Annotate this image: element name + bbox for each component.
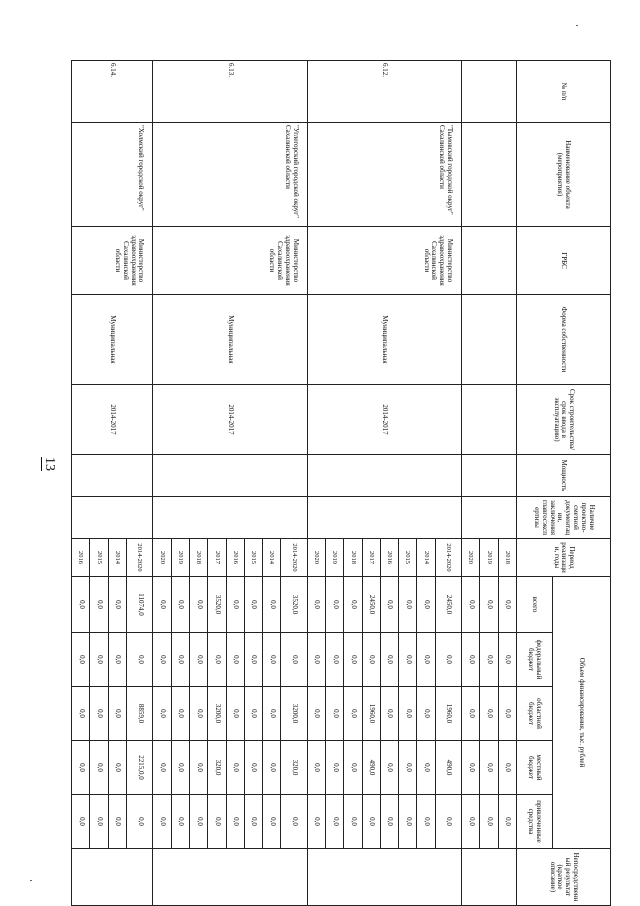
amount-other: 0,0 [90,795,108,849]
amount-federal: 0,0 [326,633,344,687]
amount-regional: 3200,0 [281,687,307,741]
header-name: Наименование объекта (мероприятия) [517,123,611,227]
amount-local: 490,0 [362,741,380,795]
amount-total: 0,0 [417,577,435,633]
amount-regional: 0,0 [171,687,189,741]
amount-other: 0,0 [263,795,281,849]
scan-speck [30,880,32,881]
amount-total: 0,0 [326,577,344,633]
amount-other: 0,0 [362,795,380,849]
period-year: 2017 [208,539,226,577]
amount-federal: 0,0 [263,633,281,687]
header-result: Непосредственный результат (краткое описание) [517,849,611,906]
object-name: "Углегорский городской округ" Сахалинской области [153,123,307,227]
period-year: 2014 [417,539,435,577]
amount-local: 0,0 [307,741,325,795]
item-number: 6.13. [153,61,307,123]
amount-total: 0,0 [480,577,498,633]
capacity [153,455,307,497]
amount-local: 2215,0,0 [127,741,153,795]
amount-local: 0,0 [344,741,362,795]
header-ownership: Форма собственности [517,295,611,385]
cont-term [462,385,517,455]
cont-result [462,849,517,906]
amount-federal: 0,0 [344,633,362,687]
amount-federal: 0,0 [127,633,153,687]
amount-other: 0,0 [244,795,262,849]
grbs-name: Министерство здравоохранения Сахалинской области [153,227,307,295]
amount-total: 0,0 [72,577,90,633]
amount-total: 0,0 [263,577,281,633]
table-row [435,61,461,906]
period-year: 2019 [480,539,498,577]
amount-total: 0,0 [344,577,362,633]
amount-federal: 0,0 [435,633,461,687]
amount-other: 0,0 [208,795,226,849]
amount-regional: 0,0 [344,687,362,741]
amount-other: 0,0 [498,795,516,849]
amount-total: 0,0 [399,577,417,633]
period-year: 2015 [90,539,108,577]
amount-regional: 0,0 [153,687,171,741]
amount-total: 0,0 [307,577,325,633]
header-no: № п/п [517,61,611,123]
period-year: 2020 [307,539,325,577]
capacity [72,455,153,497]
amount-federal: 0,0 [307,633,325,687]
amount-other: 0,0 [380,795,398,849]
amount-other: 0,0 [226,795,244,849]
amount-local: 0,0 [90,741,108,795]
amount-federal: 0,0 [380,633,398,687]
amount-regional: 0,0 [498,687,516,741]
cont-no [462,61,517,123]
amount-regional: 8859,0 [127,687,153,741]
amount-other: 0,0 [344,795,362,849]
object-name: "Тымовский городской округ" Сахалинской области [307,123,461,227]
period-year: 2014 [263,539,281,577]
period-year: 2017 [362,539,380,577]
amount-other: 0,0 [326,795,344,849]
direct-result [72,849,153,906]
amount-regional: 1960,0 [435,687,461,741]
amount-federal: 0,0 [480,633,498,687]
table-row [281,61,307,906]
amount-local: 0,0 [380,741,398,795]
amount-other: 0,0 [480,795,498,849]
amount-regional: 0,0 [462,687,480,741]
psd-availability [307,497,461,539]
amount-local: 0,0 [326,741,344,795]
amount-other: 0,0 [127,795,153,849]
psd-availability [72,497,153,539]
amount-regional: 0,0 [263,687,281,741]
construction-term: 2014-2017 [307,385,461,455]
period-year: 2018 [189,539,207,577]
amount-federal: 0,0 [417,633,435,687]
construction-term: 2014-2017 [72,385,153,455]
table-row [498,61,516,906]
amount-total: 0,0 [226,577,244,633]
header-total: всего [517,577,553,633]
amount-other: 0,0 [153,795,171,849]
amount-other: 0,0 [462,795,480,849]
cont-name [462,123,517,227]
cont-grbs [462,227,517,295]
amount-other: 0,0 [72,795,90,849]
amount-other: 0,0 [108,795,126,849]
amount-total: 2450,0 [362,577,380,633]
amount-regional: 0,0 [226,687,244,741]
period-year: 2014-2020 [435,539,461,577]
amount-federal: 0,0 [171,633,189,687]
object-name: "Холмский городской округ" [72,123,153,227]
header-other: привлеченные средства [517,795,553,849]
header-grbs: ГРБС [517,227,611,295]
amount-total: 3520,0 [281,577,307,633]
amount-other: 0,0 [281,795,307,849]
amount-local: 0,0 [244,741,262,795]
construction-term: 2014-2017 [153,385,307,455]
amount-federal: 0,0 [226,633,244,687]
header-term: Срок строительства/срок ввода в эксплуатацию) [517,385,611,455]
amount-total: 0,0 [498,577,516,633]
amount-federal: 0,0 [208,633,226,687]
amount-other: 0,0 [399,795,417,849]
amount-regional: 0,0 [417,687,435,741]
amount-other: 0,0 [435,795,461,849]
amount-local: 490,0 [435,741,461,795]
period-year: 2014-2020 [281,539,307,577]
amount-local: 320,0 [208,741,226,795]
amount-local: 0,0 [153,741,171,795]
amount-total: 0,0 [380,577,398,633]
amount-local: 0,0 [171,741,189,795]
table-row [127,61,153,906]
amount-local: 0,0 [72,741,90,795]
rotated-document [71,60,611,905]
cont-capacity [462,455,517,497]
period-year: 2014 [108,539,126,577]
amount-regional: 0,0 [189,687,207,741]
amount-total: 11074,0 [127,577,153,633]
amount-federal: 0,0 [90,633,108,687]
header-regional: областной бюджет [517,687,553,741]
header-federal: федеральный бюджет [517,633,553,687]
header-psd: Наличие проектно-сметной документации, заключения главгосэкспертизы [517,497,611,539]
period-year: 2019 [171,539,189,577]
amount-federal: 0,0 [153,633,171,687]
amount-regional: 0,0 [399,687,417,741]
amount-local: 0,0 [189,741,207,795]
amount-total: 2450,0 [435,577,461,633]
amount-regional: 0,0 [72,687,90,741]
period-year: 2020 [462,539,480,577]
amount-regional: 0,0 [307,687,325,741]
amount-local: 0,0 [498,741,516,795]
amount-other: 0,0 [189,795,207,849]
amount-federal: 0,0 [498,633,516,687]
header-capacity: Мощность [517,455,611,497]
amount-total: 0,0 [189,577,207,633]
period-year: 2015 [244,539,262,577]
amount-other: 0,0 [171,795,189,849]
amount-federal: 0,0 [108,633,126,687]
amount-total: 0,0 [108,577,126,633]
amount-local: 0,0 [399,741,417,795]
amount-federal: 0,0 [462,633,480,687]
amount-federal: 0,0 [362,633,380,687]
header-funding: Объем финансирования, тыс. рублей [553,577,611,849]
amount-local: 320,0 [281,741,307,795]
item-number: 6.14. [72,61,153,123]
amount-local: 0,0 [480,741,498,795]
amount-regional: 3200,0 [208,687,226,741]
amount-federal: 0,0 [399,633,417,687]
psd-availability [153,497,307,539]
amount-federal: 0,0 [189,633,207,687]
amount-regional: 0,0 [380,687,398,741]
capacity [307,455,461,497]
amount-total: 0,0 [462,577,480,633]
amount-regional: 0,0 [480,687,498,741]
cont-psd [462,497,517,539]
header-local: местный бюджет [517,741,553,795]
ownership-form: Муниципальная [153,295,307,385]
amount-total: 0,0 [90,577,108,633]
funding-table [71,60,611,906]
scan-speck [576,25,578,26]
cont-ownership [462,295,517,385]
amount-other: 0,0 [307,795,325,849]
amount-total: 3520,0 [208,577,226,633]
amount-regional: 0,0 [244,687,262,741]
amount-federal: 0,0 [244,633,262,687]
amount-federal: 0,0 [72,633,90,687]
period-year: 2016 [226,539,244,577]
amount-local: 0,0 [462,741,480,795]
amount-local: 0,0 [417,741,435,795]
amount-regional: 0,0 [90,687,108,741]
period-year: 2018 [498,539,516,577]
amount-regional: 0,0 [108,687,126,741]
amount-local: 0,0 [226,741,244,795]
grbs-name: Министерство здравоохранения Сахалинской области [307,227,461,295]
period-year: 2018 [344,539,362,577]
amount-total: 0,0 [153,577,171,633]
period-year: 2016 [72,539,90,577]
amount-total: 0,0 [171,577,189,633]
page-number: 13 [42,457,57,471]
amount-total: 0,0 [244,577,262,633]
direct-result [307,849,461,906]
ownership-form: Муниципальная [72,295,153,385]
item-number: 6.12. [307,61,461,123]
ownership-form: Муниципальная [307,295,461,385]
period-year: 2019 [326,539,344,577]
amount-regional: 0,0 [326,687,344,741]
period-year: 2014-2020 [127,539,153,577]
amount-federal: 0,0 [281,633,307,687]
direct-result [153,849,307,906]
amount-local: 0,0 [263,741,281,795]
amount-other: 0,0 [417,795,435,849]
period-year: 2016 [380,539,398,577]
grbs-name: Министерство здравоохранения Сахалинской области [72,227,153,295]
period-year: 2015 [399,539,417,577]
amount-local: 0,0 [108,741,126,795]
period-year: 2020 [153,539,171,577]
header-period: Период реализации, годы [517,539,611,577]
amount-regional: 1960,0 [362,687,380,741]
